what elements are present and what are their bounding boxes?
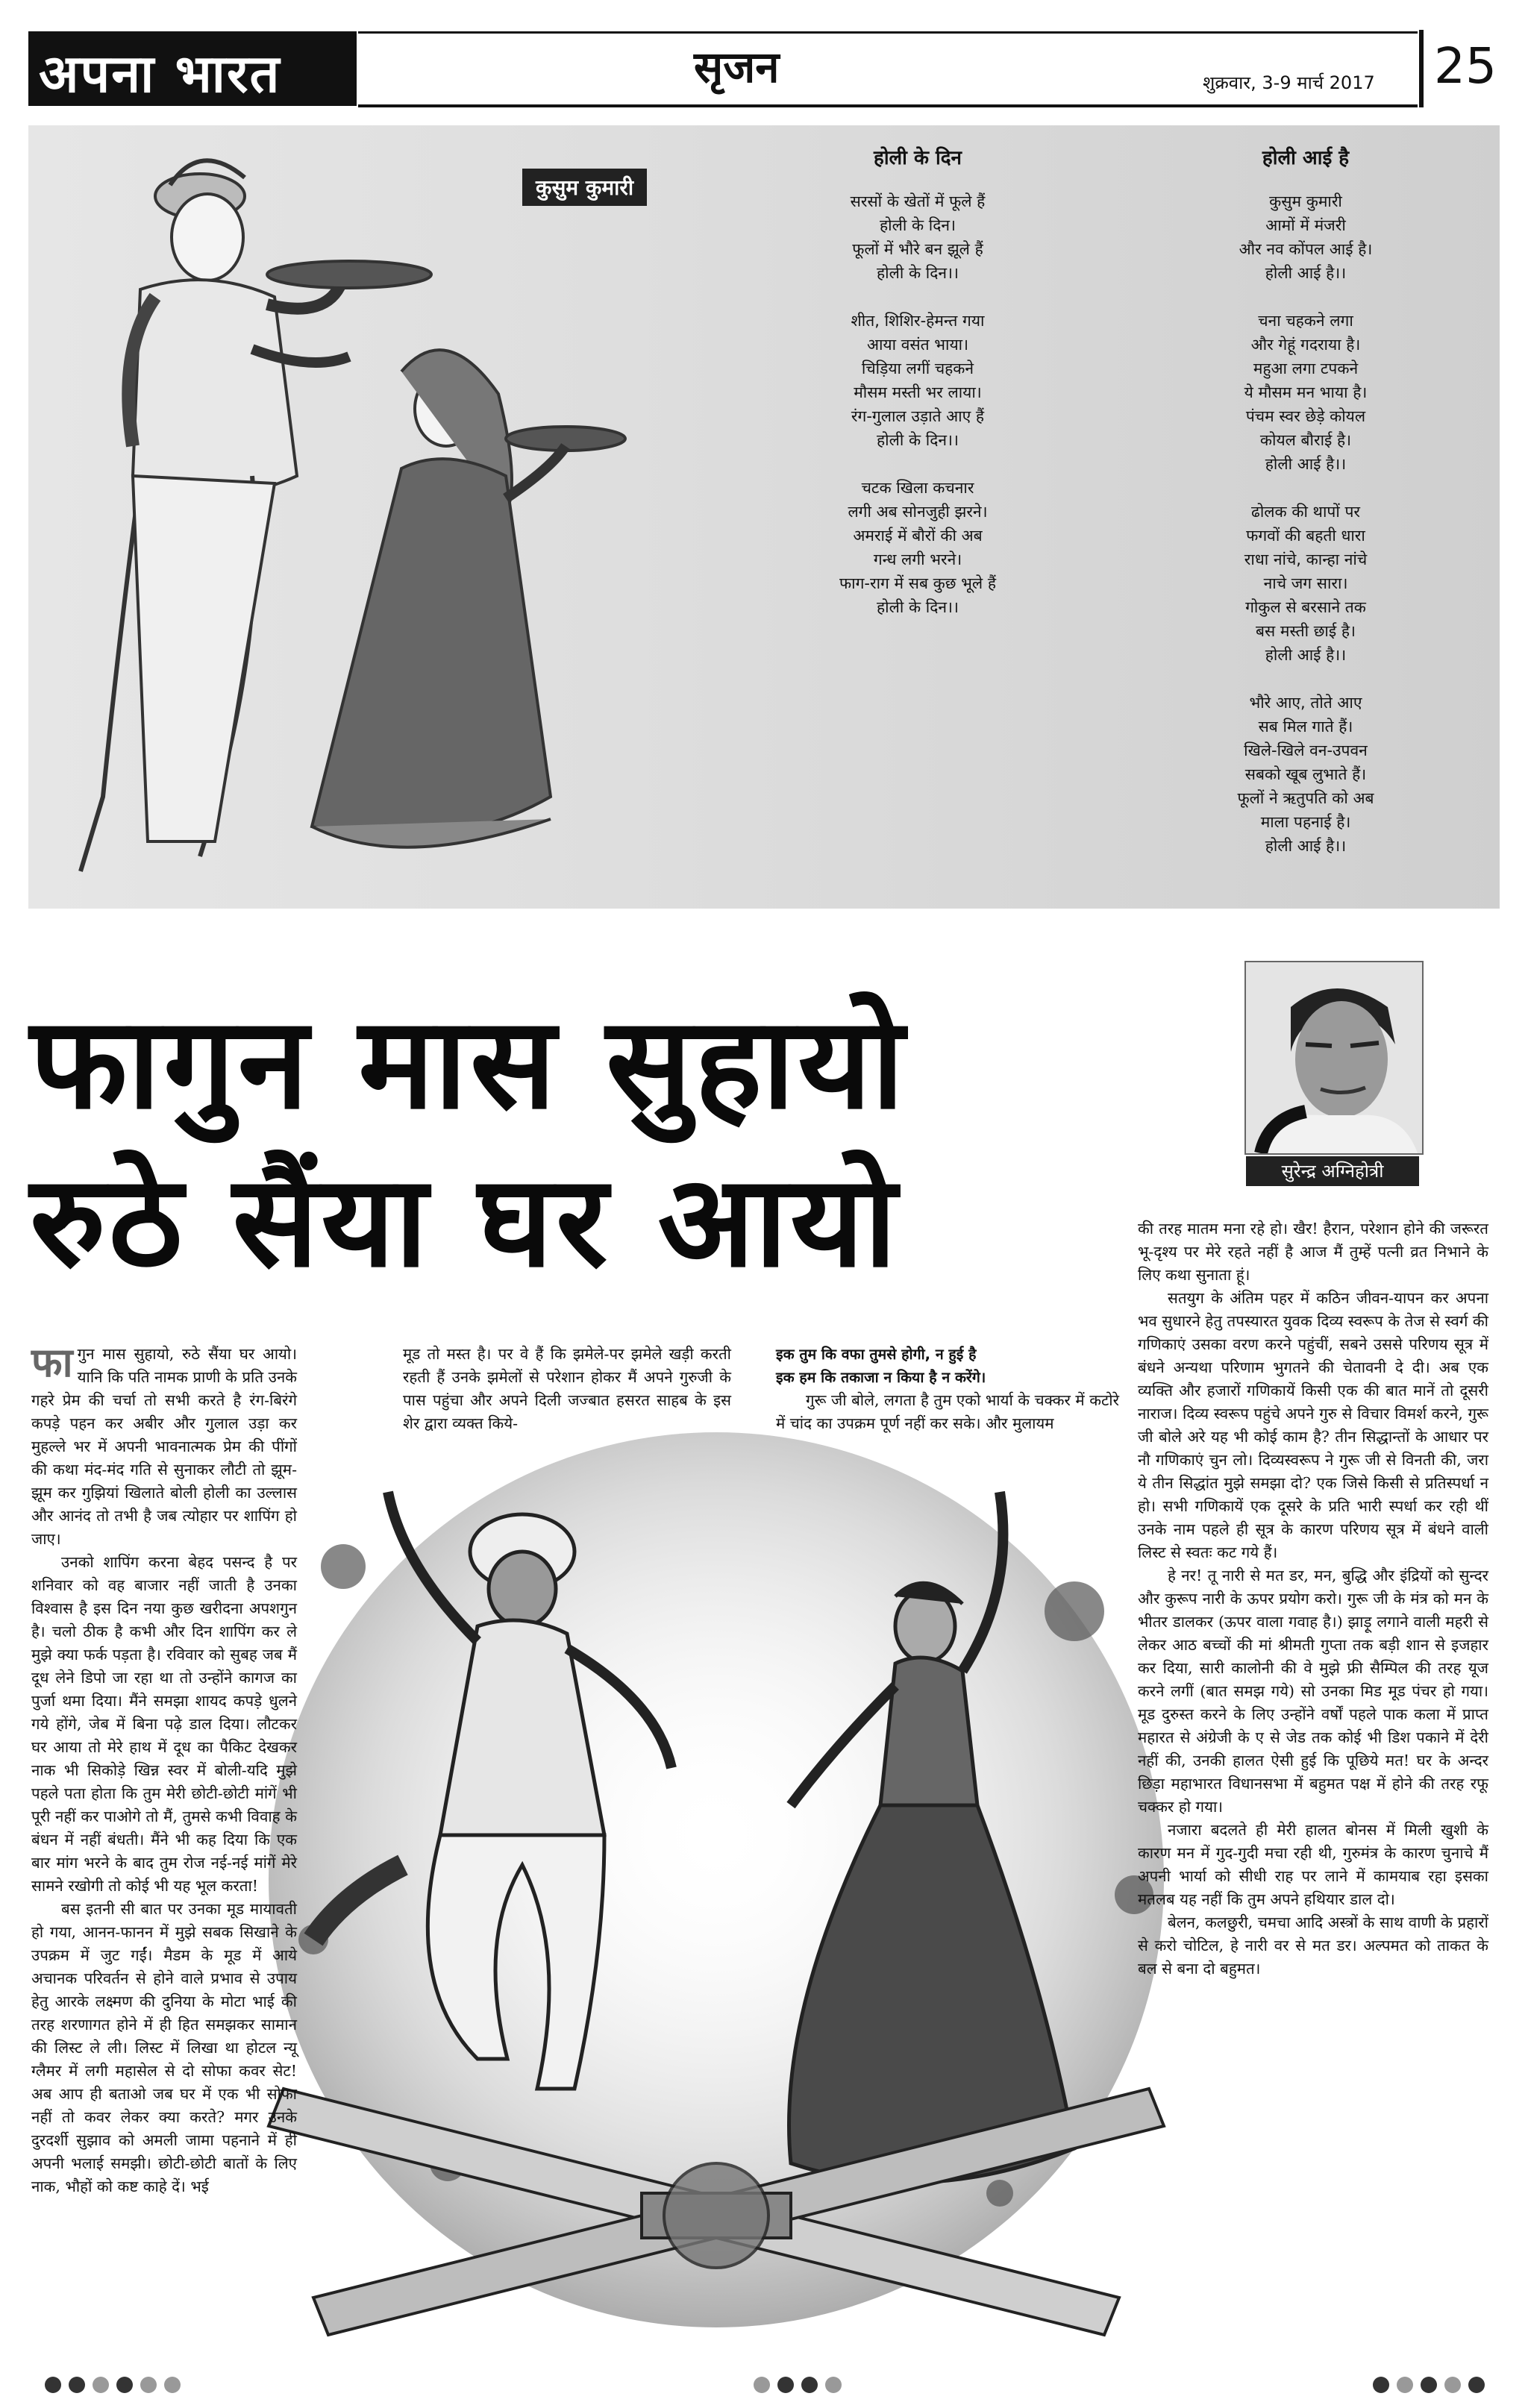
- footer-dot: [1397, 2377, 1413, 2393]
- poem-holi-aai-hai: [1164, 146, 1447, 882]
- poem-line: होली के दिन।।: [877, 598, 959, 616]
- poem-line: होली के दिन।।: [877, 264, 959, 282]
- poem-line: आया वसंत भाया।: [866, 336, 969, 354]
- article-column-2: [403, 1343, 731, 1435]
- footer-dot: [45, 2377, 61, 2393]
- poem-line: खिले-खिले वन-उपवन: [1244, 741, 1368, 759]
- poem-line: नाचे जग सारा।: [1263, 574, 1348, 592]
- poem-line: होली आई है।।: [1265, 646, 1347, 664]
- poem-line: फाग-राग में सब कुछ भूले हैं: [839, 574, 996, 592]
- footer-dots-left: [45, 2377, 181, 2393]
- poem-line: लगी अब सोनजुही झरने।: [848, 503, 988, 521]
- couplet-line: इक तुम कि वफा तुमसे होगी, न हुई है: [776, 1346, 977, 1363]
- issue-date: शुक्रवार, 3-9 मार्च 2017: [1203, 72, 1375, 93]
- poem-line: सरसों के खेतों में फूले हैं: [850, 192, 986, 210]
- footer-dot: [777, 2377, 794, 2393]
- poem-line: ये मौसम मन भाया है।: [1244, 383, 1368, 401]
- couplet-line: इक हम कि तकाजा न किया है न करेंगे।: [776, 1369, 986, 1386]
- poem-stanza: [1164, 500, 1447, 667]
- poem-line: पंचम स्वर छेड़े कोयल: [1245, 407, 1366, 425]
- article-paragraph: बेलन, कलछुरी, चमचा आदि अस्त्रों के साथ वाणी के प्रहारों से करो चोटिल, हे नारी वर से मत डर। अल्पमत को ताकत के बल से बना दो बहुमत।: [1138, 1913, 1488, 1978]
- poem-title: होली के दिन: [874, 147, 962, 169]
- footer-dot: [116, 2377, 133, 2393]
- footer-dot: [801, 2377, 818, 2393]
- page-number-divider: [1419, 30, 1424, 107]
- poem-line: शीत, शिशिर-हेमन्त गया: [851, 312, 985, 330]
- holi-dancers-image: [254, 1417, 1179, 2380]
- poem-line: महुआ लगा टपकने: [1253, 360, 1359, 377]
- author-portrait-image: [1246, 962, 1422, 1153]
- poem-stanza: [776, 476, 1059, 619]
- footer-dot: [140, 2377, 157, 2393]
- poem-line: और नव कोंपल आई है।: [1239, 240, 1373, 258]
- paragraph-text: गुन मास सुहायो, रुठे सैंया घर आयो। यानि कि पति नामक प्राणी के प्रति उनके गहरे प्रेम की चर्चा तो सभी करते है रंग-बिरंगे कपड़े पहन कर अबीर और गुलाल उड़ा कर मुहल्ले भर में अपनी भावनात्मक प्रेम की पींगों की कथा मंद-मंद गति से सुनाकर लौटी तो झूम-झूम कर गुझियां खिलाते बोली होली का उल्लास और आनंद तो तभी है जब त्योहार पर शापिंग हो जाए।: [31, 1345, 297, 1548]
- header-rule-top: [358, 31, 1418, 34]
- poem-line: बस मस्ती छाई है।: [1256, 622, 1356, 640]
- poem-line: रंग-गुलाल उड़ाते आए हैं: [851, 407, 985, 425]
- holi-dance-illustration: [254, 1417, 1179, 2380]
- author-photo: [1244, 961, 1424, 1155]
- page-number: 25: [1434, 37, 1497, 95]
- poem-line: आमों में मंजरी: [1265, 216, 1346, 234]
- footer-dot: [93, 2377, 109, 2393]
- poem-line: चना चहकने लगा: [1258, 312, 1353, 330]
- poem-line: ढोलक की थापों पर: [1251, 503, 1360, 521]
- footer-dot: [1468, 2377, 1485, 2393]
- article-headline: [30, 985, 1104, 1301]
- poem-line: और गेहूं गदराया है।: [1250, 336, 1361, 354]
- poem-line: होली आई है।।: [1265, 837, 1347, 855]
- article-paragraph: उनको शापिंग करना बेहद पसन्द है पर शनिवार को वह बाजार नहीं जाती है उनका विश्वास है इस दिन नया कुछ खरीदना अपशगुन है। चलो ठीक है कभी और दिन शापिंग कर ले मुझे क्या फर्क पड़ता है। रविवार को सुबह जब मैं दूध लेने डिपो जा रहा था तो उन्होंने कागज का पुर्जा थमा दिया। मैंने समझा शायद कपड़े धुलने गये होंगे, जेब में बिना पढ़े डाल दिया। लौटकर घर आया तो मेरे हाथ में दूध का पैकिट देखकर नाक भी सिकोड़े खिन्न स्वर में बोली-यदि मुझे पहले पता होता कि तुम मेरी छोटी-छोटी मांगें भी पूरी नहीं कर पाओगे तो मैं, तुमसे कभी विवाह के बंधन में नहीं बंधती। मैंने भी कह दिया कि एक बार मांग भरने के बाद तुम रोज नई-नई मांगें मेरे सामने रखोगी तो कोई भी यह भूल करता!: [31, 1553, 297, 1895]
- footer-dots-center: [754, 2377, 842, 2393]
- poem-line: राधा नांचे, कान्हा नांचे: [1244, 551, 1368, 568]
- footer-dot: [1444, 2377, 1461, 2393]
- poem-line: कोयल बौराई है।: [1259, 431, 1352, 449]
- poem-stanza: [1164, 691, 1447, 858]
- article-paragraph: गुरू जी बोले, लगता है तुम एको भार्या के चक्कर में कटोरे में चांद का उपक्रम पूर्ण नहीं कर सके। और मुलायम: [776, 1391, 1119, 1432]
- poem-line: मौसम मस्ती भर लाया।: [854, 383, 982, 401]
- footer-dot: [1421, 2377, 1437, 2393]
- headline-line-1: फागुन मास सुहायो: [30, 990, 907, 1138]
- poem-line: फूलों ने ऋतुपति को अब: [1237, 789, 1374, 807]
- article-paragraph: नजारा बदलते ही मेरी हालत बोनस में मिली खुशी के कारण मन में गुद-गुदी मचा रही थी, गुरुमंत्र के कारण चुनाचे मैं अपनी भार्या को सीधी राह पर लाने में कामयाब रहा इसका मतलब यह नहीं कि तुम अपने हथियार डाल दो।: [1138, 1821, 1488, 1908]
- headline-line-2: रुठे सैंया घर आयो: [30, 1148, 900, 1296]
- poem-line: चटक खिला कचनार: [861, 479, 974, 497]
- poem-line: फूलों में भौरे बन झूले हैं: [852, 240, 983, 258]
- poem-title: होली आई है: [1262, 147, 1350, 169]
- poem-line: होली के दिन।।: [877, 431, 959, 449]
- poem-line: चिड़िया लगीं चहकने: [861, 360, 974, 377]
- footer-dots-right: [1373, 2377, 1485, 2393]
- footer-dot: [754, 2377, 770, 2393]
- article-paragraph: [31, 1339, 297, 1551]
- poem-stanza: [1164, 189, 1447, 285]
- poem-stanza: [776, 309, 1059, 452]
- krishna-radha-illustration: [28, 125, 774, 909]
- article-column-1: [31, 1339, 297, 2198]
- poem-line: होली के दिन।: [880, 216, 956, 234]
- article-paragraph: बस इतनी सी बात पर उनका मूड मायावती हो गया, आनन-फानन में मुझे सबक सिखाने के उपक्रम में जुट गईं। मैडम के मूड में आये अचानक परिवर्तन से होने वाले प्रभाव से उपाय हेतु आरके लक्ष्मण की दुनिया के मोटा भाई की तरह शरणागत होने में ही हित समझकर सामान की लिस्ट ले ली। लिस्ट में लिखा था होटल न्यू ग्लैमर में लगी महासेल से दो सोफा कवर सेट! अब आप ही बताओ जब घर में एक भी सोफा नहीं तो कवर लेकर क्या करते? मगर उनके दुरदर्शी सुझाव को अमली जामा पहनाने में ही अपनी भलाई समझी। छोटी-छोटी बातों के लिए नाक, भौहों को कष्ट काहे दें। भई: [31, 1900, 297, 2195]
- poet-name-badge: कुसुम कुमारी: [522, 169, 647, 206]
- footer-dot: [69, 2377, 85, 2393]
- drop-cap: फा: [31, 1339, 73, 1386]
- poem-line: गन्ध लगी भरने।: [873, 551, 962, 568]
- poem-line: माला पहनाई है।: [1260, 813, 1351, 831]
- poem-line: गोकुल से बरसाने तक: [1245, 598, 1366, 616]
- article-paragraph: हे नर! तू नारी से मत डर, मन, बुद्धि और इंद्रियों को सुन्दर और कुरूप नारी के ऊपर प्रयोग करो। गुरू जी के मंत्र को मन के भीतर डालकर (ऊपर वाला गवाह है।) झाड़ू लगाने वाली महरी से लेकर आठ बच्चों की मां श्रीमती गुप्ता तक बड़ी शान से इजहार कर दिया, सारी कालोनी की वे मुझे फ्री सैम्पिल की तरह यूज करने लगीं (बात समझ गये) सो उनका मिड मूड पंचर हो गया। मूड दुरुस्त करने के लिए उन्होंने वर्षों पहले पाक कला में प्राप्त महारत से अंग्रेजी के ए से जेड तक कोई भी डिश पकाने में देरी नहीं की, उनकी हालत ऐसी हुई कि पूछिये मत! घर के अन्दर छिड़ा महाभारत विधानसभा में बहुमत पक्ष में होने की तरह रफू चक्कर हो गया।: [1138, 1567, 1488, 1816]
- article-paragraph: मूड तो मस्त है। पर वे हैं कि झमेले-पर झमेले खड़ी करती रहती हैं उनके झमेलों से परेशान होकर मैं अपने गुरुजी के पास पहुंचा और अपने दिली जज्बात हसरत साहब के इस शेर द्वारा व्यक्त किये-: [403, 1345, 731, 1432]
- section-title: सृजन: [694, 42, 780, 93]
- author-name: सुरेन्द्र अग्निहोत्री: [1246, 1156, 1419, 1186]
- poem-stanza: [776, 189, 1059, 285]
- poem-line: अमराई में बौरों की अब: [853, 527, 983, 545]
- masthead-text: अपना भारत: [39, 43, 281, 104]
- article-column-4: [1138, 1217, 1488, 1981]
- poem-line: कुसुम कुमारी: [1269, 192, 1342, 210]
- poem-stanza: [1164, 309, 1447, 476]
- header-rule-bottom: [358, 104, 1418, 107]
- poem-holi-ke-din: [776, 146, 1059, 643]
- footer-dot: [164, 2377, 181, 2393]
- poem-line: फगवों की बहती धारा: [1246, 527, 1365, 545]
- footer-dot: [1373, 2377, 1389, 2393]
- article-paragraph: सतयुग के अंतिम पहर में कठिन जीवन-यापन कर अपना भव सुधारने हेतु तपस्यारत युवक दिव्य स्वरूप के तेज से स्वर्ग की गणिकाएं उसका वरण करने पहुंचीं, सबने उससे परिणय सूत्र में बंधने अन्यथा परिणाम भुगतने की चेतावनी दे दी। अब एक व्यक्ति और हजारों गणिकायें किसी एक की बात मानें तो दूसरी नाराज। दिव्य स्वरूप पहुंचे अपने गुरु से विचार विमर्श करने, गुरू जी बोले अरे यह भी कोई काम है? तीन सिद्धान्तों के आधार पर नौ गणिकाएं चुन लो। दिव्यस्वरूप ने गुरू जी से विनती की, जरा ये तीन सिद्धांत मुझे समझा दो? एक जिसे किसी से प्रतिस्पर्धा न हो। सभी गणिकायें एक दूसरे के प्रति भारी स्पर्धा कर रही थीं उनके नाम पहले ही सूत्र के कारण परिणय सूत्र में बंधने वाली लिस्ट से स्वतः कट गये हैं।: [1138, 1289, 1488, 1561]
- footer-dot: [825, 2377, 842, 2393]
- article-paragraph: की तरह मातम मना रहे हो। खैर! हैरान, परेशान होने की जरूरत भू-दृश्य पर मेरे रहते नहीं है आज मैं तुम्हें पत्नी व्रत निभाने के लिए कथा सुनाता हूं।: [1138, 1220, 1488, 1284]
- poem-line: सबको खूब लुभाते हैं।: [1244, 765, 1367, 783]
- article-column-3: [776, 1343, 1119, 1435]
- poem-line: भौरे आए, तोते आए: [1249, 694, 1362, 712]
- poem-line: सब मिल गाते हैं।: [1258, 718, 1353, 736]
- poem-line: होली आई है।।: [1265, 264, 1347, 282]
- masthead-logo: [28, 31, 357, 106]
- poem-line: होली आई है।।: [1265, 455, 1347, 473]
